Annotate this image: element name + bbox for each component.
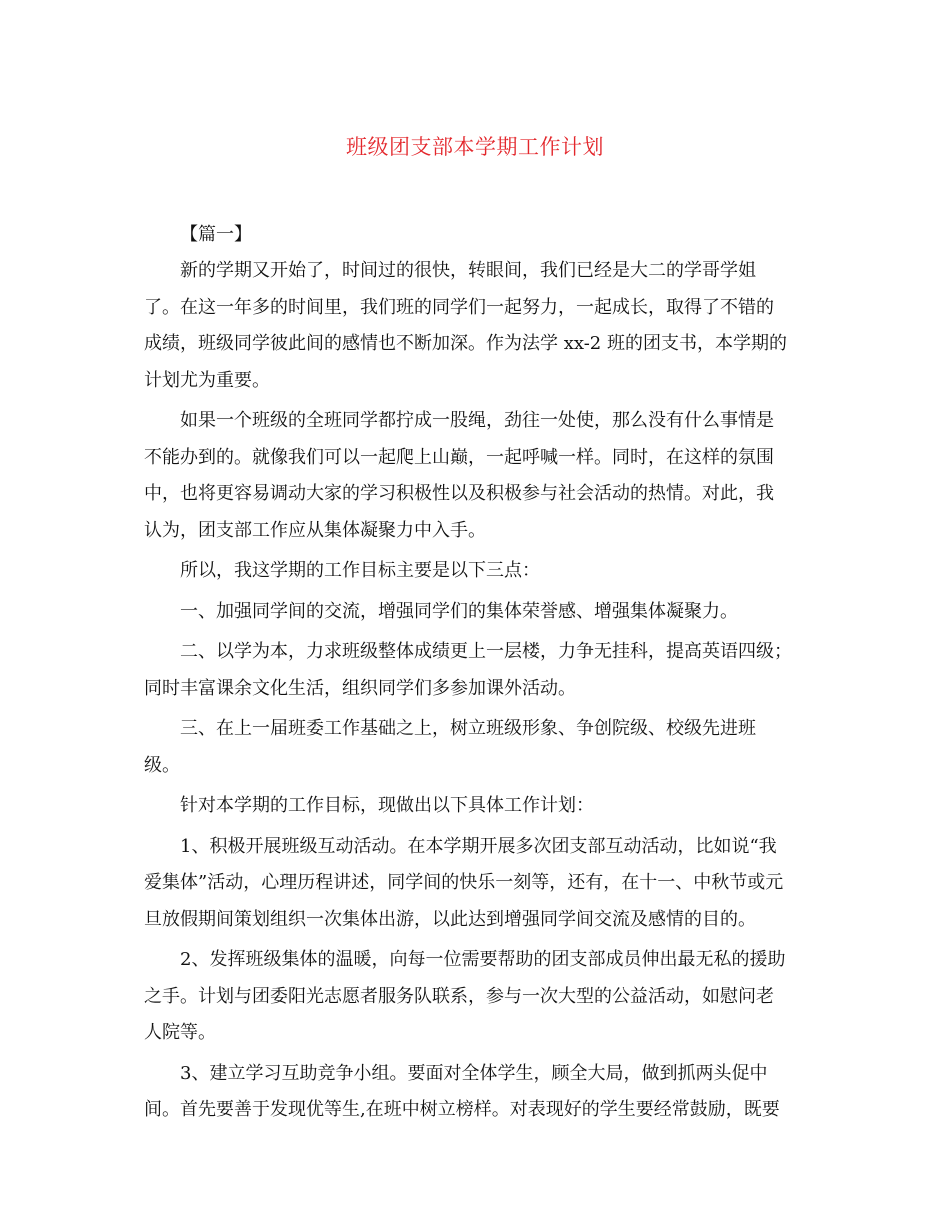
paragraph-line: 1、积极开展班级互动活动。在本学期开展多次团支部互动活动，比如说“我 (180, 835, 777, 857)
paragraph-line: 成绩，班级同学彼此间的感情也不断加深。作为法学 xx-2 班的团支书，本学期的 (144, 333, 787, 354)
paragraph (144, 829, 806, 939)
paragraph-line: 中，也将更容易调动大家的学习积极性以及积极参与社会活动的热情。对此，我 (144, 483, 774, 504)
paragraph (144, 403, 806, 549)
paragraph-line: 不能办到的。就像我们可以一起爬上山巅，一起呼喊一样。同时，在这样的氛围 (144, 446, 774, 468)
paragraph-line: 2、发挥班级集体的温暖，向每一位需要帮助的团支部成员伸出最无私的援助 (180, 949, 786, 970)
paragraph-line: 认为，团支部工作应从集体凝聚力中入手。 (144, 519, 486, 541)
paragraph-line: 爱集体”活动，心理历程讲述，同学间的快乐一刻等，还有，在十一、中秋节或元 (144, 872, 784, 893)
paragraph-line: 针对本学期的工作目标，现做出以下具体工作计划： (180, 795, 594, 816)
paragraph-line: 二、以学为本，力求班级整体成绩更上一层楼，力争无挂科，提高英语四级； (180, 641, 792, 662)
paragraph (144, 594, 806, 631)
paragraph (144, 1056, 806, 1129)
document-body (144, 217, 806, 1133)
paragraph (144, 634, 806, 707)
paragraph-line: 三、在上一届班委工作基础之上，树立班级形象、争创院级、校级先进班 (180, 718, 756, 739)
section-label: 【篇一】 (180, 224, 252, 245)
paragraph (144, 942, 806, 1052)
paragraph (144, 711, 806, 784)
paragraph-line: 级。 (144, 754, 180, 776)
paragraph (144, 253, 806, 399)
paragraph-line: 如果一个班级的全班同学都拧成一股绳，劲往一处使，那么没有什么事情是 (180, 410, 774, 431)
paragraph-line: 之手。计划与团委阳光志愿者服务队联系，参与一次大型的公益活动，如慰问老 (144, 985, 774, 1007)
paragraph-line: 一、加强同学间的交流，增强同学们的集体荣誉感、增强集体凝聚力。 (180, 600, 738, 622)
paragraph-line: 间。首先要善于发现优等生,在班中树立榜样。对表现好的学生要经常鼓励，既要 (144, 1099, 780, 1120)
paragraph-line: 人院等。 (144, 1022, 216, 1043)
document-title: 班级团支部本学期工作计划 (346, 135, 604, 159)
paragraph-line: 了。在这一年多的时间里，我们班的同学们一起努力，一起成长，取得了不错的 (144, 296, 774, 318)
paragraph-line: 计划尤为重要。 (144, 369, 270, 391)
paragraph (144, 788, 806, 825)
paragraph-line: 所以，我这学期的工作目标主要是以下三点： (180, 560, 540, 581)
paragraph-line: 新的学期又开始了，时间过的很快，转眼间，我们已经是大二的学哥学姐 (180, 260, 756, 281)
paragraph (144, 553, 806, 590)
paragraph-list (144, 253, 806, 1129)
paragraph-line: 旦放假期间策划组织一次集体出游，以此达到增强同学间交流及感情的目的。 (144, 908, 756, 930)
paragraph-line: 3、建立学习互助竞争小组。要面对全体学生，顾全大局，做到抓两头促中 (180, 1062, 768, 1084)
paragraph-line: 同时丰富课余文化生活，组织同学们多参加课外活动。 (144, 677, 576, 699)
